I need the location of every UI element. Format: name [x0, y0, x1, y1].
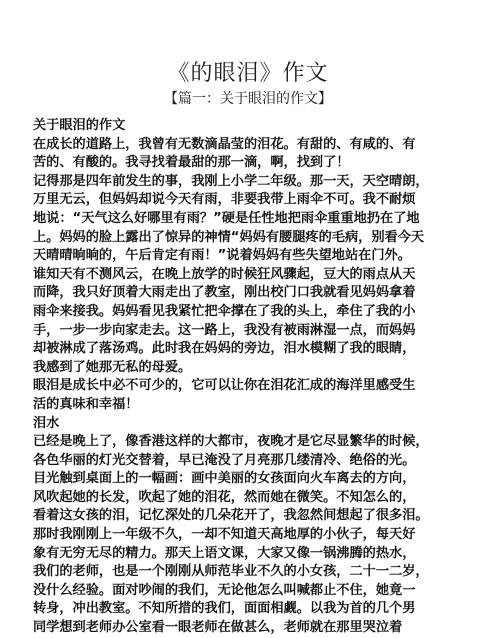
text-line: 上。妈妈的脸上露出了惊异的神情“妈妈有腰腿疼的毛病，别看今天 [33, 229, 425, 245]
text-line: 地说：“天气这么好哪里有雨？”硬是任性地把雨伞重重地扔在了地 [33, 210, 420, 226]
text-line: 泪水 [33, 415, 60, 431]
text-line: 苦的、有酸的。我寻找着最甜的那一滴，啊，找到了！ [33, 155, 350, 171]
text-line: 各色华丽的灯光交替着，早已淹没了月亮那几缕清冷、绝俗的光。 [33, 452, 416, 468]
text-line: 雨伞来接我。妈妈看见我紧忙把伞撑在了我的头上，牵住了我的小 [33, 303, 416, 319]
text-line: 而降，我只好顶着大雨走出了教室，刚出校门口我就看见妈妈拿着 [33, 285, 416, 301]
document-body [33, 117, 473, 638]
text-line: 关于眼泪的作文 [33, 118, 126, 133]
text-line: 我们的老师，也是一个刚刚从师范毕业不久的小女孩，二十一二岁， [33, 564, 429, 580]
text-line: 已经是晚上了，像香港这样的大都市，夜晚才是它尽显繁华的时候， [33, 434, 429, 450]
text-line: 目光触到桌面上的一幅画：画中美丽的女孩面向火车离去的方向， [33, 471, 416, 487]
text-line: 同学想到老师办公室看一眼老师在做甚么，老师就在那里哭泣着 [33, 620, 403, 636]
text-line: 风吹起她的长发，吹起了她的泪花，然而她在微笑。不知怎么的， [33, 489, 416, 505]
text-line: 转身，冲出教室。不知所措的我们，面面相觑。以我为首的几个男 [33, 601, 416, 617]
text-line: 万里无云，但妈妈却说今天有雨，非要我带上雨伞不可。我不耐烦 [33, 192, 416, 208]
text-line: 象有无穷无尽的精力。那天上语文课，大家又像一锅沸腾的热水， [33, 545, 416, 561]
text-line: 手，一步一步向家走去。这一路上，我没有被雨淋湿一点，而妈妈 [33, 322, 416, 338]
text-line: 谁知天有不测风云，在晚上放学的时候狂风骤起，豆大的雨点从天 [33, 266, 416, 282]
text-line: 看着这女孩的泪，记忆深处的几朵花开了，我忽然间想起了很多泪。 [33, 508, 429, 524]
text-line: 眼泪是成长中必不可少的，它可以让你在泪花汇成的海洋里感受生 [33, 378, 416, 394]
text-line: 没什么经验。面对吵闹的我们，无论他怎么叫喊都止不住，她竟一 [33, 582, 416, 598]
text-line: 记得那是四年前发生的事，我刚上小学二年级。那一天，天空晴朗， [33, 173, 429, 189]
text-line: 我感到了她那无私的母爱。 [33, 359, 192, 375]
text-line: 活的真味和幸福！ [33, 396, 139, 412]
section-title: 【篇一：关于眼泪的作文】 [164, 91, 332, 107]
text-line: 天晴晴晌晌的，午后肯定有雨！”说着妈妈有些失望地站在门外。 [33, 248, 411, 264]
text-line: 却被淋成了落汤鸡。此时我在妈妈的旁边，泪水模糊了我的眼睛， [33, 341, 416, 357]
text-line: 在成长的道路上，我曾有无数滴晶莹的泪花。有甜的、有咸的、有 [33, 136, 416, 152]
document-title: 《的眼泪》作文 [167, 61, 329, 86]
text-line: 那时我刚刚上一年级不久，一却不知道天高地厚的小伙子，每天好 [33, 527, 416, 543]
